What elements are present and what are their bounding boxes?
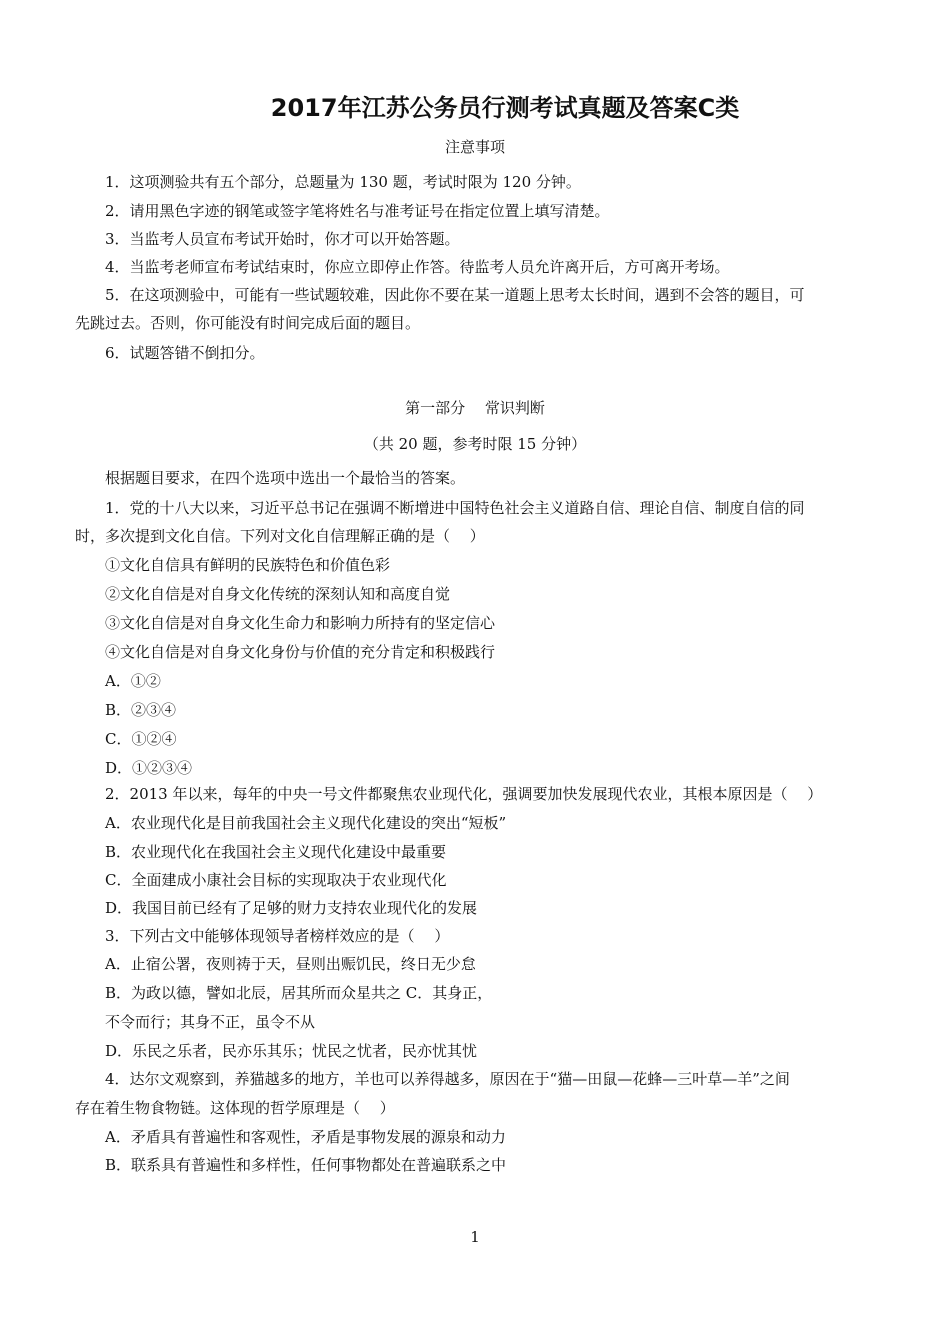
- notice-line: 先跳过去。否则，你可能没有时间完成后面的题目。: [75, 314, 421, 332]
- option-line: B．②③④: [105, 701, 177, 719]
- notice-line: 1．这项测验共有五个部分，总题量为 130 题，考试时限为 120 分钟。: [105, 173, 581, 191]
- option-line: B．联系具有普遍性和多样性，任何事物都处在普遍联系之中: [105, 1156, 507, 1174]
- option-line: A．止宿公署，夜则祷于天，昼则出赈饥民，终日无少怠: [105, 955, 476, 973]
- notice-line: 3．当监考人员宣布考试开始时，你才可以开始答题。: [105, 230, 460, 248]
- option-line: A．①②: [105, 672, 161, 690]
- section-subtitle: （共 20 题，参考时限 15 分钟）: [363, 435, 587, 453]
- option-line: D．①②③④: [105, 759, 193, 777]
- question-line: 时，多次提到文化自信。下列对文化自信理解正确的是（ ）: [75, 527, 485, 545]
- instruction-text: 根据题目要求，在四个选项中选出一个最恰当的答案。: [105, 469, 466, 487]
- option-line: 不令而行；其身不正，虽令不从: [105, 1013, 316, 1031]
- question-line: 4．达尔文观察到，养猫越多的地方，羊也可以养得越多，原因在于“猫—田鼠—花蜂—三叶草—羊”之间: [105, 1070, 790, 1088]
- notice-line: 5．在这项测验中，可能有一些试题较难，因此你不要在某一道题上思考太长时间，遇到不会答的题目，可: [105, 286, 805, 304]
- question-line: 存在着生物食物链。这体现的哲学原理是（ ）: [75, 1099, 395, 1117]
- option-line: B．为政以德，譬如北辰，居其所而众星共之 C．其身正，: [105, 984, 493, 1002]
- page-number: 1: [470, 1228, 480, 1246]
- question-line: 2．2013 年以来，每年的中央一号文件都聚焦农业现代化，强调要加快发展现代农业，其根本原因是（ ）: [105, 785, 823, 803]
- question-line: 3．下列古文中能够体现领导者榜样效应的是（ ）: [105, 927, 450, 945]
- question-line: ①文化自信具有鲜明的民族特色和价值色彩: [105, 556, 391, 574]
- option-line: B．农业现代化在我国社会主义现代化建设中最重要: [105, 843, 447, 861]
- option-line: C．全面建成小康社会目标的实现取决于农业现代化: [105, 871, 447, 889]
- question-line: 1．党的十八大以来，习近平总书记在强调不断增进中国特色社会主义道路自信、理论自信、制度自信的同: [105, 499, 805, 517]
- option-line: A．矛盾具有普遍性和客观性，矛盾是事物发展的源泉和动力: [105, 1128, 506, 1146]
- notice-heading: 注意事项: [444, 138, 505, 156]
- notice-line: 4．当监考老师宣布考试结束时，你应立即停止作答。待监考人员允许离开后，方可离开考场。: [105, 258, 730, 276]
- question-line: ②文化自信是对自身文化传统的深刻认知和高度自觉: [105, 585, 451, 603]
- section-title: 第一部分 常识判断: [405, 399, 545, 417]
- document-title: 2017年江苏公务员行测考试真题及答案C类: [270, 94, 740, 122]
- option-line: C．①②④: [105, 730, 177, 748]
- question-line: ③文化自信是对自身文化生命力和影响力所持有的坚定信心: [105, 614, 496, 632]
- option-line: A．农业现代化是目前我国社会主义现代化建设的突出“短板”: [105, 814, 507, 832]
- notice-line: 2．请用黑色字迹的钢笔或签字笔将姓名与准考证号在指定位置上填写清楚。: [105, 202, 610, 220]
- option-line: D．我国目前已经有了足够的财力支持农业现代化的发展: [105, 899, 478, 917]
- question-line: ④文化自信是对自身文化身份与价值的充分肯定和积极践行: [105, 643, 496, 661]
- option-line: D．乐民之乐者，民亦乐其乐；忧民之忧者，民亦忧其忧: [105, 1042, 478, 1060]
- notice-line: 6．试题答错不倒扣分。: [105, 344, 265, 362]
